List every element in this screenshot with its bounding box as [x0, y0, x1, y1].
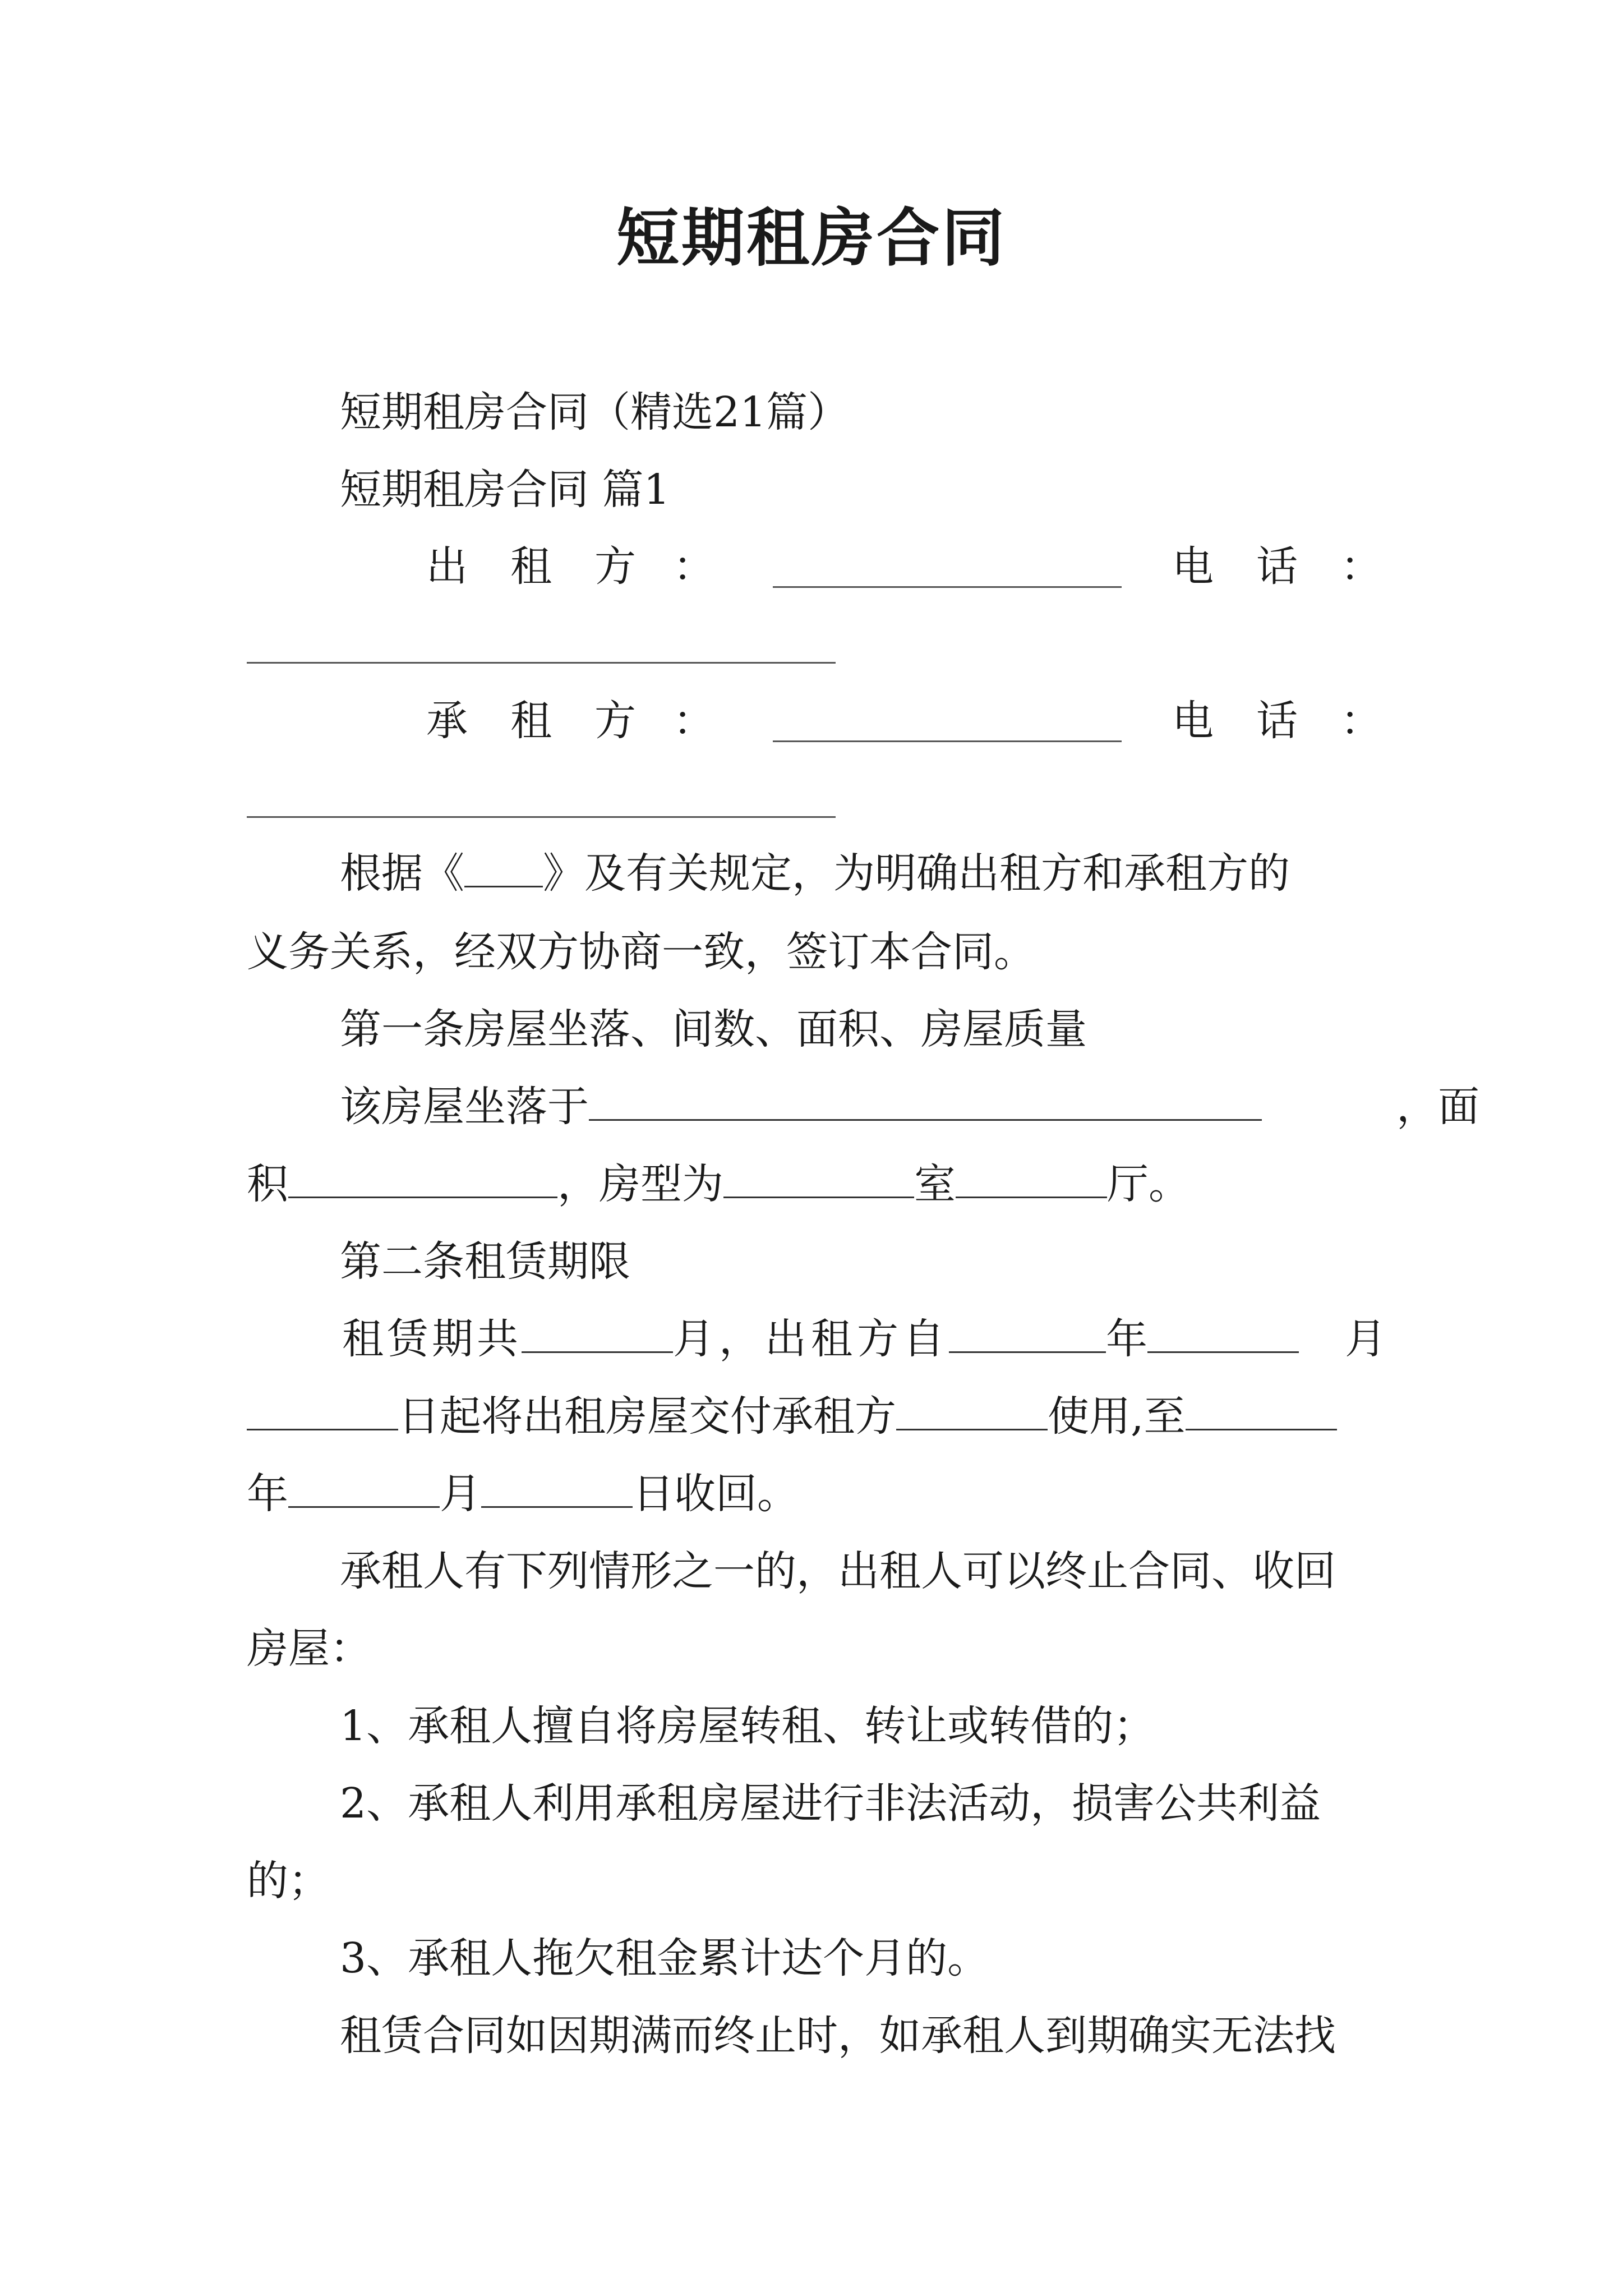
item-3: 3、承租人拖欠租金累计达个月的。	[340, 1934, 989, 1982]
lessee-char-2: 租	[510, 697, 552, 745]
location-blank[interactable]	[589, 1080, 1262, 1121]
lessor-char-2: 租	[510, 542, 552, 591]
location-prefix: 该房屋坐落于	[340, 1083, 589, 1131]
lessor-name-blank[interactable]	[773, 586, 1122, 588]
lessor-row	[426, 536, 1386, 597]
lessor-char-1: 出	[426, 542, 468, 591]
intro-part-b: 》及有关规定，为明确出租方和承租方的	[543, 849, 1290, 898]
lessee-char-3: 方	[594, 697, 636, 745]
area-prefix: 积	[247, 1160, 288, 1208]
phone-colon: ：	[1340, 542, 1382, 591]
location-suffix: ，面	[1396, 1083, 1479, 1131]
intro-line-2: 义务关系，经双方协商一致，签订本合同。	[247, 928, 1035, 976]
term-months-blank[interactable]	[522, 1312, 673, 1353]
end-month-blank[interactable]	[288, 1467, 440, 1508]
area-blank[interactable]	[288, 1157, 557, 1198]
term-c: 年	[1106, 1315, 1147, 1363]
lessee-colon: ：	[673, 697, 714, 745]
start-day-blank[interactable]	[247, 1389, 398, 1430]
term3-c: 日收回。	[633, 1470, 799, 1518]
lessee-phone-blank[interactable]	[247, 816, 836, 818]
lessor-char-3: 方	[594, 542, 636, 591]
term3-a: 年	[247, 1470, 288, 1518]
lessor-colon: ：	[673, 542, 714, 591]
law-name-blank[interactable]	[464, 846, 543, 887]
document-title: 短期租房合同	[616, 201, 1007, 275]
term2-a: 日起将出租房屋交付承租方	[398, 1392, 896, 1441]
section-heading: 短期租房合同 篇1	[340, 466, 670, 514]
item-2-line-1: 2、承租人利用承租房屋进行非法活动，损害公共利益	[340, 1779, 1321, 1828]
subtitle: 短期租房合同（精选21篇）	[340, 388, 850, 436]
term-line-3	[247, 1463, 1386, 1525]
end-day-blank[interactable]	[481, 1467, 633, 1508]
item-1: 1、承租人擅自将房屋转租、转让或转借的；	[340, 1702, 1155, 1750]
phone2-colon: ：	[1340, 697, 1382, 745]
term-d: 月	[1345, 1315, 1386, 1363]
area-mid-1: ，房型为	[557, 1160, 723, 1208]
term3-b: 月	[440, 1470, 481, 1518]
intro-part-a: 根据《	[340, 849, 464, 898]
lessee-row	[426, 690, 1386, 752]
termination-line-1: 承租人有下列情形之一的，出租人可以终止合同、收回	[340, 1547, 1336, 1595]
final-line: 租赁合同如因期满而终止时，如承租人到期确实无法找	[340, 2012, 1336, 2060]
use-blank[interactable]	[896, 1389, 1048, 1430]
term-a: 租赁期共	[342, 1315, 522, 1363]
intro-line-1	[247, 843, 1479, 904]
area-mid-2: 室	[914, 1160, 956, 1208]
phone-char-2: 话	[1256, 542, 1298, 591]
location-line	[247, 1076, 1479, 1138]
term-b: 月，出租方自	[673, 1315, 949, 1363]
term-line-2	[247, 1386, 1386, 1447]
article-1-heading: 第一条房屋坐落、间数、面积、房屋质量	[340, 1005, 1087, 1053]
rooms-blank[interactable]	[723, 1157, 914, 1198]
term2-b: 使用,至	[1048, 1392, 1186, 1441]
termination-line-2: 房屋：	[247, 1625, 371, 1673]
phone2-char-1: 电	[1172, 697, 1214, 745]
article-2-heading: 第二条租赁期限	[340, 1237, 630, 1286]
phone2-char-2: 话	[1256, 697, 1298, 745]
area-line	[247, 1153, 1386, 1215]
term-line-1	[342, 1308, 1386, 1370]
lessee-char-1: 承	[426, 697, 468, 745]
start-month-blank[interactable]	[1147, 1312, 1299, 1353]
start-year-blank[interactable]	[949, 1312, 1106, 1353]
area-suffix: 厅。	[1107, 1160, 1190, 1208]
end-year-blank[interactable]	[1186, 1389, 1337, 1430]
lessee-name-blank[interactable]	[773, 740, 1122, 742]
phone-char-1: 电	[1172, 542, 1214, 591]
halls-blank[interactable]	[956, 1157, 1107, 1198]
item-2-line-2: 的；	[247, 1857, 330, 1905]
lessor-phone-blank[interactable]	[247, 662, 836, 664]
